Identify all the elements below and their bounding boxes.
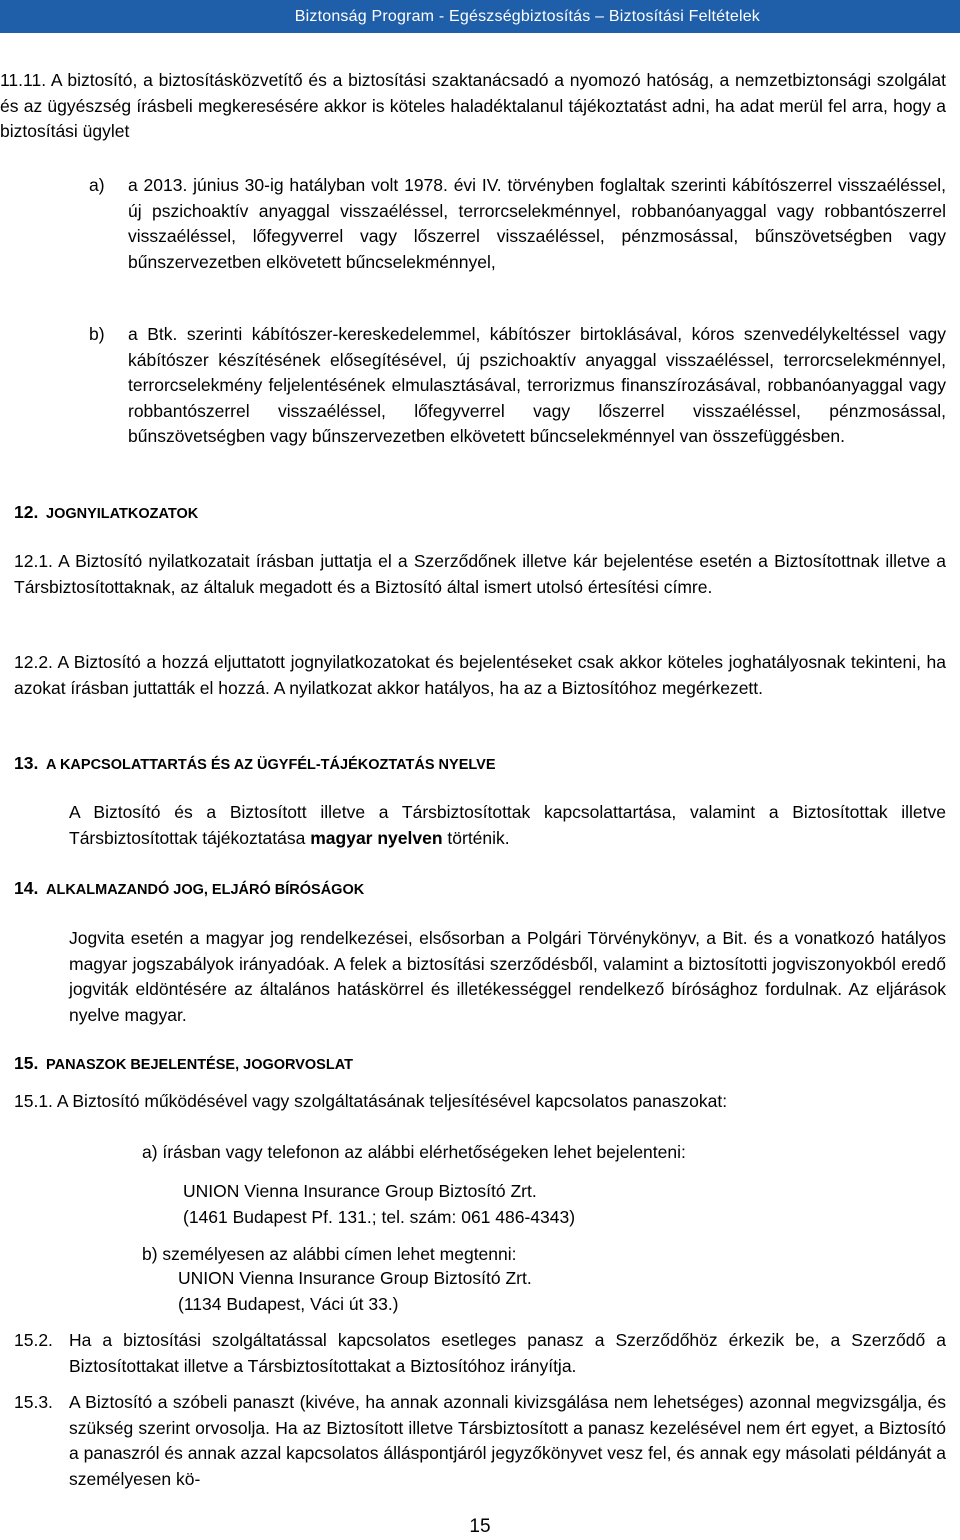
section-heading-13 — [14, 751, 496, 779]
company-address-a: (1461 Budapest Pf. 131.; tel. szám: 061 486-4343) — [183, 1207, 576, 1227]
paragraph-15-1: 15.1. A Biztosító működésével vagy szolgáltatásának teljesítésével kapcsolatos panaszokat: — [14, 1091, 728, 1111]
section-number: 15. — [14, 1053, 39, 1073]
language-emphasis: magyar nyelven — [310, 827, 443, 848]
company-address-b: (1134 Budapest, Váci út 33.) — [178, 1294, 399, 1314]
section-title: ALKALMAZANDÓ JOG, ELJÁRÓ BÍRÓSÁGOK — [46, 882, 365, 898]
list-item-b: a Btk. szerinti kábítószer-kereskedelemmel, kábítószer birtoklásával, kóros szenvedélykeltéssel vagy kábítószer készítésének elősegítésével, új pszichoaktív anyaggal visszaéléssel, terrorcselekménnyel, terrorcselekmény feljelentésének elmulasztásával, terrorizmus finanszírozásával, robbanóanyaggal vagy robbantószerrel visszaéléssel, lőfegyverrel vagy lőszerrel visszaéléssel, pénzmosással, bűnszövetségben vagy bűnszervezetben elkövetett bűncselekménnyel van összefüggésben. — [128, 324, 946, 447]
company-name-a: UNION Vienna Insurance Group Biztosító Zrt. — [183, 1181, 537, 1201]
list-label-a: a) — [89, 175, 105, 195]
section-number: 14. — [14, 878, 39, 898]
section-number: 12. — [14, 502, 39, 522]
paragraph-15-3-number: 15.3. — [14, 1392, 53, 1412]
complaint-option-b: b) személyesen az alábbi címen lehet megtenni: — [142, 1244, 517, 1264]
paragraph-15-3: A Biztosító a szóbeli panaszt (kivéve, ha annak azonnali kivizsgálása nem lehetséges) azonnal megvizsgálja, és szükség szerint orvosolja. Ha az Biztosított illetve Társbiztosított a panasz kezelésével nem ért egyet, a Biztosító a panaszról és annak azzal kapcsolatos álláspontjáról jegyzőkönyvet vesz fel, és annak egy másolati példányát a személyesen kö- — [69, 1392, 946, 1489]
paragraph-13-text: A Biztosító és a Biztosított illetve a Társbiztosítottak kapcsolattartása, valamint a Biztosítottak illetve Társbiztosítottak tájékoztatása — [69, 802, 946, 848]
section-heading-15 — [14, 1051, 353, 1079]
paragraph-14: Jogvita esetén a magyar jog rendelkezései, elsősorban a Polgári Törvénykönyv, a Bit. és a vonatkozó hatályos magyar jogszabályok irányadóak. A felek a biztosítási szerződésből, valamint a biztosítotti jogviszonyokból eredő jogviták eldöntésére az általános hatáskörrel és illetékességgel rendelkező bírósághoz fordulnak. Az eljárások nyelve magyar. — [69, 928, 946, 1025]
section-title: JOGNYILATKOZATOK — [46, 506, 199, 522]
running-header: Biztonság Program - Egészségbiztosítás – Biztosítási Feltételek — [0, 0, 960, 33]
paragraph-12-1: 12.1. A Biztosító nyilatkozatait írásban juttatja el a Szerződőnek illetve kár bejelentése esetén a Biztosítottnak illetve a Társbiztosítottaknak, az általuk megadott és a Biztosító által ismert utolsó értesítési címre. — [14, 551, 946, 597]
list-item-a: a 2013. június 30-ig hatályban volt 1978. évi IV. törvényben foglaltak szerinti kábítószerrel visszaéléssel, új pszichoaktív anyaggal visszaéléssel, terrorcselekménnyel, robbanóanyaggal vagy robbantószerrel visszaéléssel, lőfegyverrel vagy lőszerrel visszaéléssel, pénzmosással, bűnszövetségben vagy bűnszervezetben elkövetett bűncselekménnyel, — [128, 175, 946, 272]
paragraph-11-11: 11.11. A biztosító, a biztosításközvetítő és a biztosítási szaktanácsadó a nyomozó hatóság, a nemzetbiztonsági szolgálat és az ügyészség írásbeli megkeresésére akkor is köteles haladéktalanul tájékoztatást adni, ha adat merül fel arra, hogy a biztosítási ügylet — [0, 70, 946, 142]
paragraph-13-end: történik. — [442, 827, 510, 848]
section-heading-12 — [14, 500, 198, 528]
complaint-option-a: a) írásban vagy telefonon az alábbi elérhetőségeken lehet bejelenteni: — [142, 1142, 686, 1162]
list-label-b: b) — [89, 324, 105, 344]
paragraph-13 — [69, 800, 946, 851]
page-number: 15 — [469, 1516, 491, 1537]
section-title: PANASZOK BEJELENTÉSE, JOGORVOSLAT — [46, 1057, 353, 1073]
paragraph-15-2: Ha a biztosítási szolgáltatással kapcsolatos esetleges panasz a Szerződőhöz érkezik be, a Szerződő a Biztosítottakat illetve a Társbiztosítottakat a Biztosítóhoz irányítja. — [69, 1330, 946, 1376]
company-name-b: UNION Vienna Insurance Group Biztosító Zrt. — [178, 1268, 532, 1288]
paragraph-15-2-number: 15.2. — [14, 1330, 53, 1350]
paragraph-12-2: 12.2. A Biztosító a hozzá eljuttatott jognyilatkozatokat és bejelentéseket csak akkor köteles joghatályosnak tekinteni, ha azokat írásban juttatták el hozzá. A nyilatkozat akkor hatályos, ha az a Biztosítóhoz megérkezett. — [14, 652, 946, 698]
section-title: A KAPCSOLATTARTÁS ÉS AZ ÜGYFÉL-TÁJÉKOZTATÁS NYELVE — [46, 757, 496, 773]
section-number: 13. — [14, 753, 39, 773]
section-heading-14 — [14, 876, 364, 904]
